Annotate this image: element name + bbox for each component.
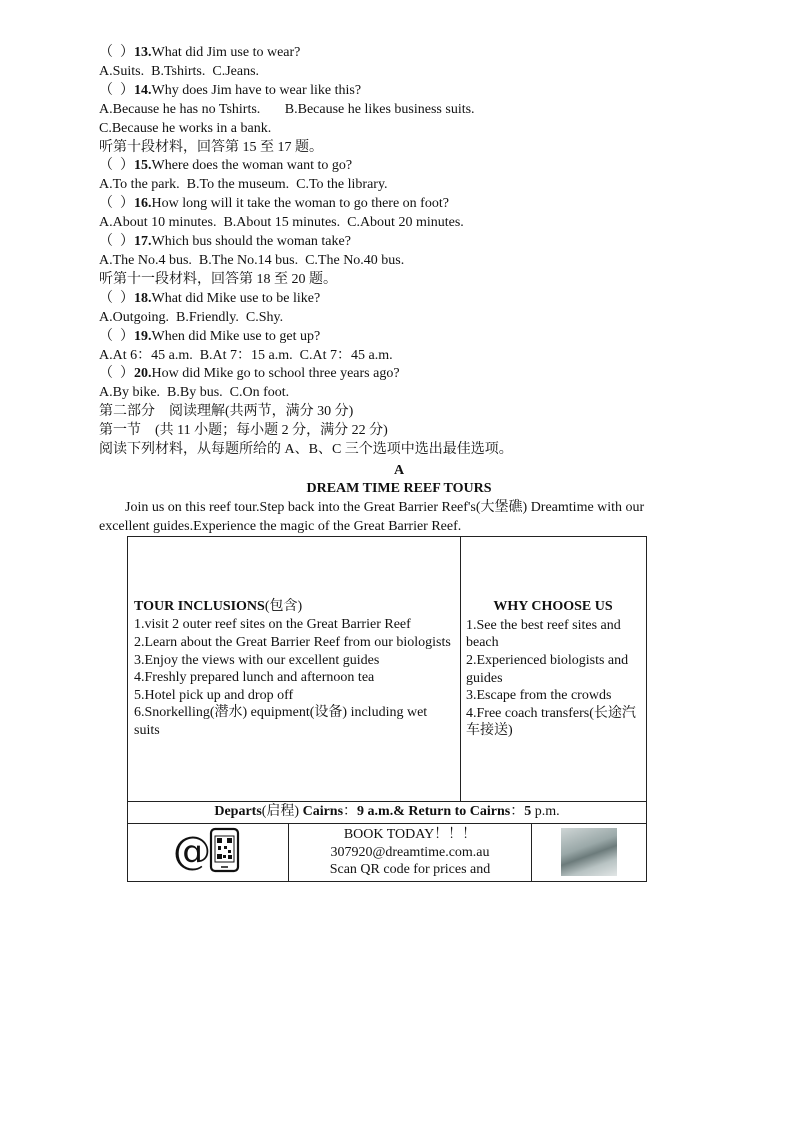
answer-bracket[interactable]: （ ） [99,328,134,344]
option-line: A.The No.4 bus. B.The No.14 bus. C.The No.40 bus. [99,252,405,268]
answer-bracket[interactable]: （ ） [99,366,134,382]
why-item: 4.Free coach transfers(长途汽车接送) [466,705,636,739]
answer-bracket[interactable]: （ ） [99,82,134,98]
option-line: C.Because he works in a bank. [99,120,272,136]
question-number: 15. [134,158,152,174]
question-line [99,44,699,63]
answer-bracket[interactable]: （ ） [99,290,134,306]
question-line [99,195,699,214]
question-text: What did Mike use to be like? [151,290,321,306]
question-line [99,365,699,384]
option-line: A.Because he has no Tshirts. B.Because he likes business suits. [99,101,475,117]
why-list [466,617,640,740]
email-phone-qr-icon [171,826,245,874]
option-line: 听第十段材料，回答第 15 至 17 题。 [99,139,323,155]
answer-bracket[interactable]: （ ） [99,158,134,174]
inclusions-title-cn: (包含) [264,599,303,615]
question-text: Which bus should the woman take? [151,234,351,250]
option-line: A.At 6：45 a.m. B.At 7：15 a.m. C.At 7：45 a.m. [99,347,393,363]
option-line: A.To the park. B.To the museum. C.To the library. [99,177,388,193]
answer-bracket[interactable]: （ ） [99,234,134,250]
question-line [99,328,699,347]
question-text: What did Jim use to wear? [151,45,301,60]
answer-bracket[interactable]: （ ） [99,45,134,60]
option-line: A.Suits. B.Tshirts. C.Jeans. [99,63,260,79]
question-number: 19. [134,328,152,344]
question-line [99,82,699,101]
question-number: 13. [134,45,152,60]
option-line: 第二部分 阅读理解(共两节，满分 30 分) [99,404,354,420]
question-text: How long will it take the woman to go there on foot? [151,196,449,212]
inclusion-item: 4.Freshly prepared lunch and afternoon tea [134,670,375,686]
question-number: 18. [134,290,152,306]
question-line [99,233,699,252]
inclusions-title: TOUR INCLUSIONS [134,599,265,615]
book-today: BOOK TODAY！！！ [343,827,477,843]
question-line [99,157,699,176]
why-item: 2.Experienced biologists and guides [466,653,629,686]
reef-photo [561,828,617,876]
passage-intro: Join us on this reef tour.Step back into the Great Barrier Reef's(大堡礁) Dreamtime with our excellent guides.Experience the magic of the Great Barrier Reef. [99,499,645,534]
option-line: 阅读下列材料，从每题所给的 A、B、C 三个选项中选出最佳选项。 [99,442,513,458]
departs-cn: (启程) [261,804,303,820]
passage-title: DREAM TIME REEF TOURS [306,480,492,496]
question-text: How did Mike go to school three years ago? [151,366,400,382]
question-number: 16. [134,196,152,212]
booking-info [289,824,532,881]
departs-time: 9 a.m.& Return to Cairns [357,804,511,820]
booking-email[interactable]: 307920@dreamtime.com.au [330,844,490,860]
question-text: When did Mike use to get up? [151,328,321,344]
why-choose-title: WHY CHOOSE US [493,598,613,614]
departs-row: Departs(启程) Cairns：9 a.m.& Return to Cairns：5 p.m. [128,801,647,823]
question-number: 17. [134,234,152,250]
inclusions-list [134,616,454,739]
why-item: 3.Escape from the crowds [466,688,612,704]
question-number: 20. [134,366,152,382]
answer-bracket[interactable]: （ ） [99,196,134,212]
question-list [99,44,699,460]
passage-letter: A [393,462,405,478]
tour-info-table [127,536,647,882]
why-choose-cell [461,536,647,801]
reef-photo-cell [532,824,647,881]
option-line: 听第十一段材料，回答第 18 至 20 题。 [99,271,337,287]
departs-label: Departs [214,804,262,820]
return-time: 5 [524,804,532,820]
exam-page [99,44,699,882]
departs-city: Cairns [302,804,344,820]
contact-icons [128,824,289,881]
option-line: A.About 10 minutes. B.About 15 minutes. C.About 20 minutes. [99,215,464,231]
why-item: 1.See the best reef sites and beach [466,617,621,651]
option-line: A.Outgoing. B.Friendly. C.Shy. [99,309,284,325]
question-line [99,290,699,309]
inclusion-item: 5.Hotel pick up and drop off [134,687,294,703]
question-text: Where does the woman want to go? [151,158,353,174]
svg-text:@: @ [173,828,211,873]
inclusion-item: 2.Learn about the Great Barrier Reef from our biologists [134,634,451,650]
question-text: Why does Jim have to wear like this? [151,82,362,98]
inclusion-item: 3.Enjoy the views with our excellent guides [134,652,380,668]
inclusion-item: 6.Snorkelling(潜水) equipment(设备) including wet suits [134,705,428,738]
question-number: 14. [134,82,152,98]
inclusion-item: 1.visit 2 outer reef sites on the Great Barrier Reef [134,617,411,633]
qr-note: Scan QR code for prices and [329,862,491,878]
option-line: 第一节 (共 11 小题；每小题 2 分，满分 22 分) [99,423,388,439]
option-line: A.By bike. B.By bus. C.On foot. [99,385,290,401]
tour-inclusions-cell [128,536,461,801]
